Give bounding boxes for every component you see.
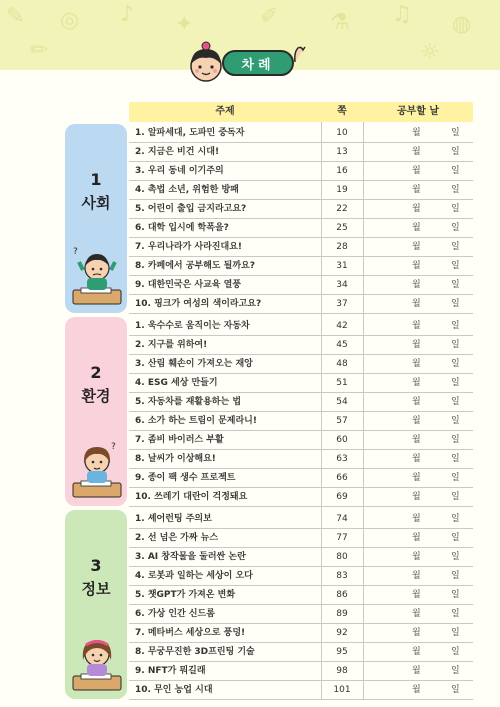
table-header	[129, 102, 473, 122]
month-label: 월	[412, 166, 421, 176]
month-label: 월	[412, 185, 421, 195]
section-label-3	[65, 510, 127, 699]
month-label: 월	[412, 321, 421, 331]
student-illustration-icon	[71, 630, 123, 692]
topic-title: 9. 대한민국은 사교육 열풍	[135, 280, 242, 290]
table-row	[129, 662, 473, 681]
day-label: 일	[451, 204, 460, 214]
page-number: 48	[336, 359, 348, 369]
table-row	[129, 317, 473, 336]
page-number: 45	[336, 340, 348, 350]
topic-title: 7. 우리나라가 사라진대요!	[135, 242, 242, 252]
page-number: 31	[336, 261, 348, 271]
month-label: 월	[412, 261, 421, 271]
month-label: 월	[412, 280, 421, 290]
day-label: 일	[451, 590, 460, 600]
table-row	[129, 355, 473, 374]
day-label: 일	[451, 552, 460, 562]
day-label: 일	[451, 397, 460, 407]
topic-title: 9. NFT가 뭐길래	[135, 666, 206, 676]
table-row	[129, 510, 473, 529]
page-number: 80	[336, 552, 348, 562]
section-name: 환경	[81, 387, 111, 405]
month-label: 월	[412, 242, 421, 252]
month-label: 월	[412, 514, 421, 524]
day-label: 일	[451, 666, 460, 676]
topic-title: 2. 지구를 위하여!	[135, 340, 208, 350]
topic-title: 4. 로봇과 일하는 세상이 오다	[135, 571, 253, 581]
month-label: 월	[412, 533, 421, 543]
table-row	[129, 681, 473, 700]
day-label: 일	[451, 299, 460, 309]
topic-title: 1. 셰어런팅 주의보	[135, 514, 212, 524]
topic-title: 10. 무인 농업 시대	[135, 685, 213, 695]
section-name: 정보	[81, 580, 111, 598]
topic-title: 5. 어린이 출입 금지라고요?	[135, 204, 247, 214]
music-doodle-icon: ♪	[120, 2, 135, 27]
page-number: 57	[336, 416, 348, 426]
page-number: 13	[336, 147, 348, 157]
month-label: 월	[412, 609, 421, 619]
page-number: 66	[336, 473, 348, 483]
topic-title: 2. 지금은 비건 시대!	[135, 147, 220, 157]
month-label: 월	[412, 299, 421, 309]
page-number: 42	[336, 321, 348, 331]
month-label: 월	[412, 628, 421, 638]
table-row	[129, 143, 473, 162]
topic-title: 5. 챗GPT가 가져온 변화	[135, 590, 236, 600]
page-number: 10	[336, 128, 348, 138]
day-label: 일	[451, 492, 460, 502]
sun-doodle-icon: ☼	[420, 40, 440, 65]
palette-doodle-icon: ✎	[6, 4, 25, 29]
day-label: 일	[451, 147, 460, 157]
table-row	[129, 393, 473, 412]
page-number: 19	[336, 185, 348, 195]
month-label: 월	[412, 359, 421, 369]
topic-title: 1. 욱수수로 움직이는 자동차	[135, 321, 250, 331]
month-label: 월	[412, 492, 421, 502]
page-number: 63	[336, 454, 348, 464]
table-row	[129, 567, 473, 586]
day-label: 일	[451, 435, 460, 445]
day-label: 일	[451, 454, 460, 464]
day-label: 일	[451, 340, 460, 350]
table-row	[129, 431, 473, 450]
month-label: 월	[412, 435, 421, 445]
table-row	[129, 488, 473, 507]
table-row	[129, 643, 473, 662]
table-row	[129, 412, 473, 431]
month-label: 월	[412, 340, 421, 350]
globe-doodle-icon: ◎	[60, 8, 80, 33]
page-number: 74	[336, 514, 348, 524]
flask-doodle-icon: ⚗	[330, 10, 350, 35]
table-row	[129, 295, 473, 314]
section-number: 1	[90, 170, 102, 189]
topic-title: 1. 알파세대, 도파민 중독자	[135, 128, 245, 138]
topic-title: 8. 무궁무진한 3D프린팅 기술	[135, 647, 255, 657]
book-doodle-icon: ✐	[260, 4, 279, 29]
page-number: 98	[336, 666, 348, 676]
table-row	[129, 374, 473, 393]
table-row	[129, 238, 473, 257]
page-number: 77	[336, 533, 348, 543]
table-row	[129, 469, 473, 488]
day-label: 일	[451, 533, 460, 543]
day-label: 일	[451, 128, 460, 138]
page-number: 89	[336, 609, 348, 619]
topic-title: 8. 카페에서 공부해도 될까요?	[135, 261, 255, 271]
student-illustration-icon	[71, 244, 123, 306]
page-number: 51	[336, 378, 348, 388]
table-row	[129, 276, 473, 295]
day-label: 일	[451, 359, 460, 369]
day-label: 일	[451, 242, 460, 252]
page-number: 95	[336, 647, 348, 657]
topic-title: 6. 가상 인간 신드롬	[135, 609, 215, 619]
column-header-study-date: 공부할 날	[396, 106, 440, 117]
section-number: 2	[90, 363, 102, 382]
table-row	[129, 181, 473, 200]
day-label: 일	[451, 628, 460, 638]
column-divider	[363, 122, 364, 700]
column-header-topic: 주제	[215, 106, 235, 117]
month-label: 월	[412, 147, 421, 157]
page-number: 37	[336, 299, 348, 309]
table-row	[129, 124, 473, 143]
section-name: 사회	[81, 194, 111, 212]
topic-title: 6. 대학 입시에 학폭을?	[135, 223, 229, 233]
page-number: 101	[333, 685, 351, 695]
page-number: 54	[336, 397, 348, 407]
topic-title: 3. 우리 동네 이기주의	[135, 166, 224, 176]
table-row	[129, 257, 473, 276]
day-label: 일	[451, 378, 460, 388]
month-label: 월	[412, 397, 421, 407]
day-label: 일	[451, 166, 460, 176]
table-row	[129, 624, 473, 643]
ball-doodle-icon: ◍	[452, 12, 472, 37]
day-label: 일	[451, 280, 460, 290]
table-row	[129, 605, 473, 624]
page-number: 34	[336, 280, 348, 290]
day-label: 일	[451, 261, 460, 271]
section-label-2	[65, 317, 127, 506]
day-label: 일	[451, 473, 460, 483]
month-label: 월	[412, 647, 421, 657]
svg-text:?: ?	[73, 247, 78, 257]
month-label: 월	[412, 378, 421, 388]
month-label: 월	[412, 204, 421, 214]
topic-title: 6. 소가 하는 트림이 문제라니!	[135, 416, 257, 426]
topic-title: 8. 날씨가 이상해요!	[135, 454, 216, 464]
svg-text:?: ?	[111, 442, 116, 452]
waving-hand-icon	[292, 44, 308, 64]
topic-title: 5. 자동차를 재활용하는 법	[135, 397, 242, 407]
page-number: 83	[336, 571, 348, 581]
student-illustration-icon	[71, 437, 123, 499]
topic-title: 2. 선 넘은 가짜 뉴스	[135, 533, 219, 543]
page-number: 92	[336, 628, 348, 638]
topic-title: 3. AI 창작물을 둘러싼 논란	[135, 552, 246, 562]
table-row	[129, 219, 473, 238]
topic-title: 9. 종이 팩 생수 프로젝트	[135, 473, 236, 483]
day-label: 일	[451, 571, 460, 581]
table-row	[129, 529, 473, 548]
month-label: 월	[412, 685, 421, 695]
topic-title: 10. 쓰레기 대란이 걱정돼요	[135, 492, 248, 502]
table-row	[129, 586, 473, 605]
month-label: 월	[412, 128, 421, 138]
day-label: 일	[451, 514, 460, 524]
month-label: 월	[412, 223, 421, 233]
month-label: 월	[412, 416, 421, 426]
topic-title: 4. ESG 세상 만들기	[135, 378, 218, 388]
title-block	[184, 40, 304, 84]
table-row	[129, 200, 473, 219]
page-number: 60	[336, 435, 348, 445]
day-label: 일	[451, 647, 460, 657]
page-number: 69	[336, 492, 348, 502]
note-doodle-icon: ♫	[392, 2, 412, 27]
day-label: 일	[451, 685, 460, 695]
topic-title: 3. 산림 훼손이 가져오는 재앙	[135, 359, 253, 369]
topic-title: 10. 핑크가 여성의 색이라고요?	[135, 299, 262, 309]
month-label: 월	[412, 454, 421, 464]
table-row	[129, 162, 473, 181]
month-label: 월	[412, 666, 421, 676]
day-label: 일	[451, 185, 460, 195]
page-number: 16	[336, 166, 348, 176]
star-doodle-icon: ✦	[175, 12, 194, 37]
page-number: 86	[336, 590, 348, 600]
column-header-page: 쪽	[337, 106, 347, 117]
month-label: 월	[412, 473, 421, 483]
page-number: 28	[336, 242, 348, 252]
table-row	[129, 336, 473, 355]
page-title: 차례	[222, 50, 294, 76]
day-label: 일	[451, 321, 460, 331]
table-row	[129, 450, 473, 469]
topic-title: 7. 좀비 바이러스 부활	[135, 435, 224, 445]
month-label: 월	[412, 571, 421, 581]
topic-title: 7. 메타버스 세상으로 풍덩!	[135, 628, 246, 638]
section-number: 3	[90, 556, 102, 575]
table-row	[129, 548, 473, 567]
pencil-doodle-icon: ✏	[30, 38, 49, 63]
section-label-1	[65, 124, 127, 313]
month-label: 월	[412, 552, 421, 562]
page-number: 25	[336, 223, 348, 233]
topic-title: 4. 촉법 소년, 위험한 방패	[135, 185, 239, 195]
page-number: 22	[336, 204, 348, 214]
day-label: 일	[451, 223, 460, 233]
column-divider	[321, 122, 322, 700]
month-label: 월	[412, 590, 421, 600]
day-label: 일	[451, 609, 460, 619]
day-label: 일	[451, 416, 460, 426]
